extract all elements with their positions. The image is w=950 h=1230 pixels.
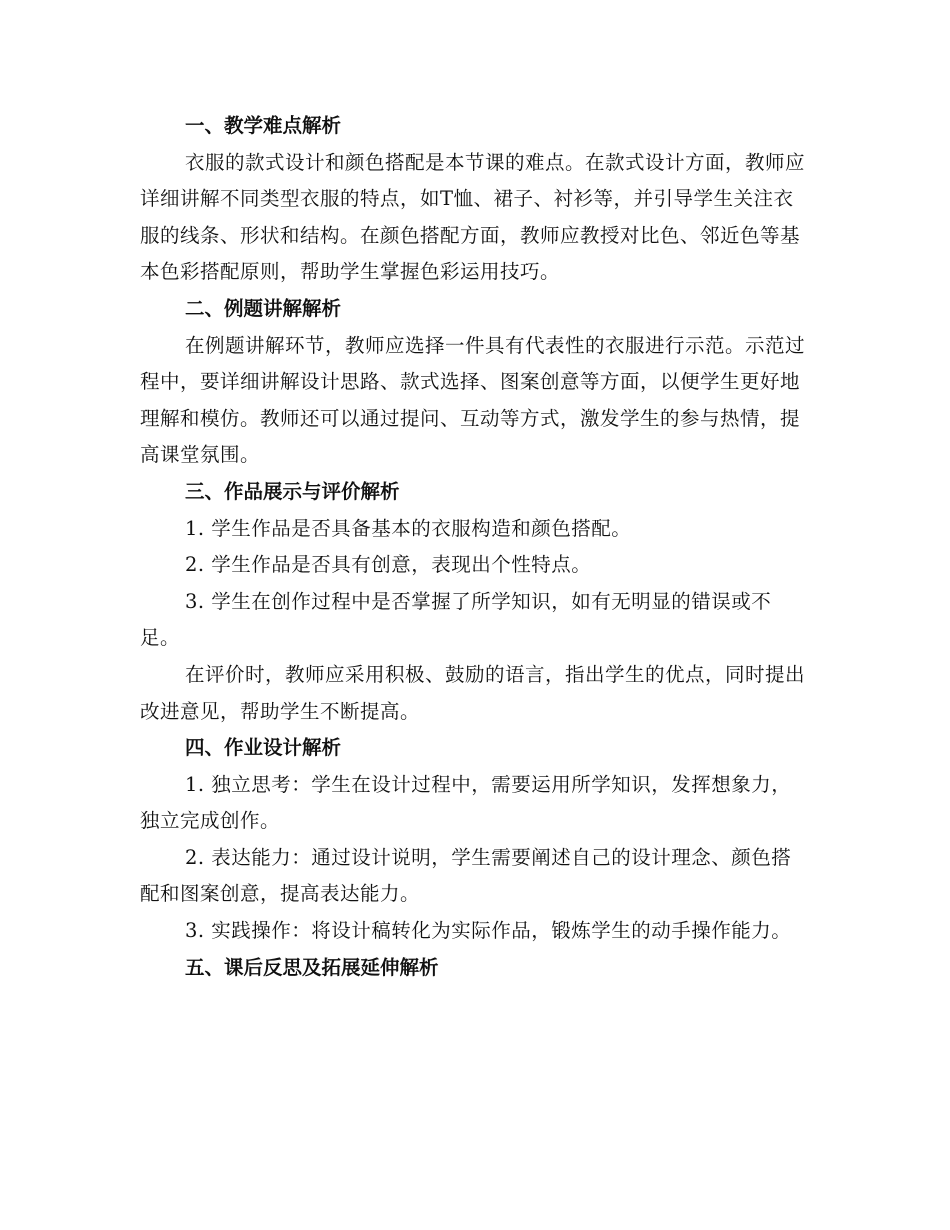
list-item: 1. 独立思考：学生在设计过程中，需要运用所学知识，发挥想象力，独立完成创作。 <box>140 772 792 833</box>
section-reflection-extension <box>140 950 808 987</box>
section-heading: 二、例题讲解解析 <box>185 296 342 320</box>
section-work-display-evaluation <box>140 474 808 730</box>
list-item: 2. 学生作品是否具有创意，表现出个性特点。 <box>185 553 592 577</box>
section-heading: 三、作品展示与评价解析 <box>185 479 400 503</box>
paragraph: 衣服的款式设计和颜色搭配是本节课的难点。在款式设计方面，教师应详细讲解不同类型衣服的特点，如T恤、裙子、衬衫等，并引导学生关注衣服的线条、形状和结构。在颜色搭配方面，教师应教授对比色、邻近色等基本色彩搭配原则，帮助学生掌握色彩运用技巧。 <box>140 150 806 284</box>
section-example-explanation <box>140 291 808 474</box>
paragraph: 在评价时，教师应采用积极、鼓励的语言，指出学生的优点，同时提出改进意见，帮助学生不断提高。 <box>140 662 806 723</box>
paragraph: 在例题讲解环节，教师应选择一件具有代表性的衣服进行示范。示范过程中，要详细讲解设计思路、款式选择、图案创意等方面，以便学生更好地理解和模仿。教师还可以通过提问、互动等方式，激发学生的参与热情，提高课堂氛围。 <box>140 333 806 467</box>
section-heading: 四、作业设计解析 <box>185 736 342 760</box>
section-homework-design <box>140 730 808 950</box>
section-heading: 一、教学难点解析 <box>185 114 342 137</box>
list-item: 2. 表达能力：通过设计说明，学生需要阐述自己的设计理念、颜色搭配和图案创意，提高表达能力。 <box>140 845 792 906</box>
document-body <box>140 108 808 986</box>
section-teaching-difficulties <box>140 108 808 291</box>
list-item: 3. 实践操作：将设计稿转化为实际作品，锻炼学生的动手操作能力。 <box>185 919 792 943</box>
list-item: 1. 学生作品是否具备基本的衣服构造和颜色搭配。 <box>185 516 632 540</box>
list-item: 3. 学生在创作过程中是否掌握了所学知识，如有无明显的错误或不足。 <box>140 589 772 650</box>
section-heading: 五、课后反思及拓展延伸解析 <box>185 955 439 979</box>
